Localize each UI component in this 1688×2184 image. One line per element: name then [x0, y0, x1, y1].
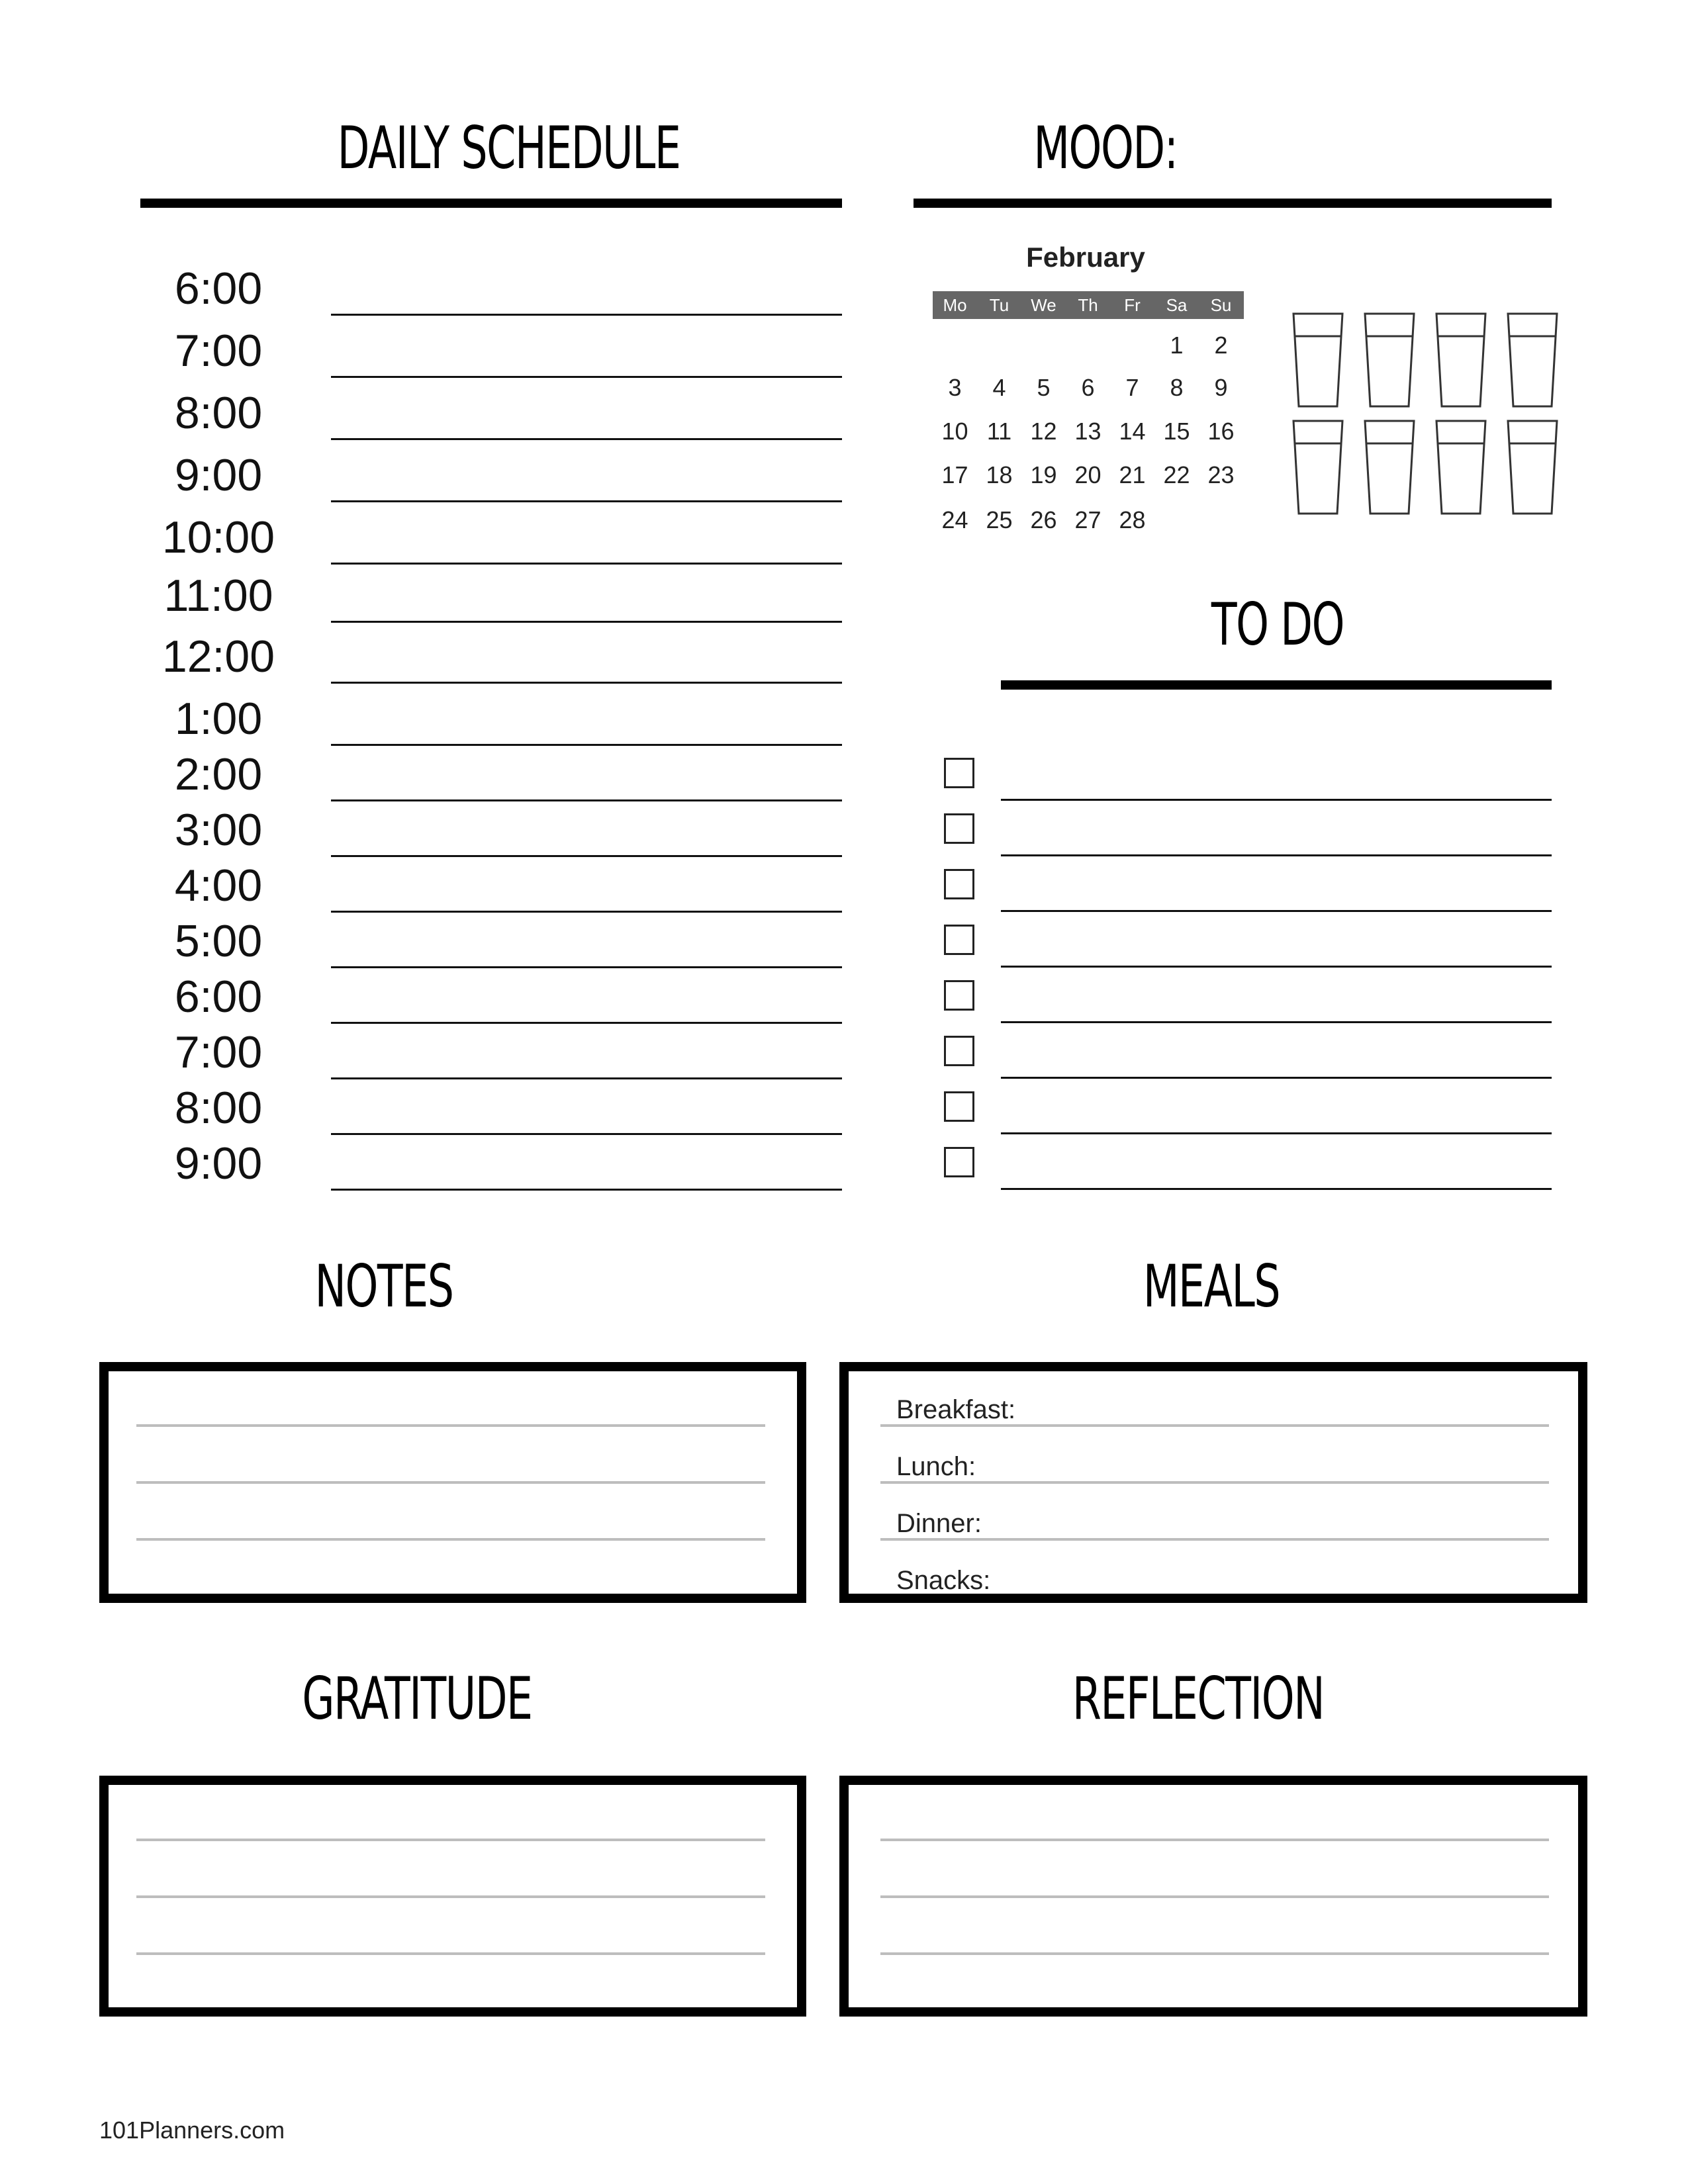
- calendar-day[interactable]: 17: [941, 461, 968, 488]
- water-glass-icon[interactable]: [1362, 418, 1417, 516]
- calendar-day[interactable]: 7: [1125, 374, 1139, 401]
- schedule-time-label: 9:00: [174, 450, 263, 500]
- schedule-time-label: 4:00: [174, 860, 263, 911]
- gratitude-line: [136, 1895, 765, 1898]
- schedule-time-label: 8:00: [174, 1083, 263, 1133]
- calendar-day[interactable]: 12: [1030, 418, 1057, 445]
- dinner-label: Dinner:: [896, 1509, 982, 1538]
- calendar-weekday: Th: [1078, 295, 1098, 315]
- checkbox-icon[interactable]: [944, 925, 974, 955]
- schedule-time-label: 12:00: [162, 631, 275, 682]
- calendar-day[interactable]: 1: [1170, 332, 1184, 359]
- schedule-entry-line[interactable]: [331, 500, 842, 502]
- schedule-entry-line[interactable]: [331, 1077, 842, 1079]
- calendar-weekday: Tu: [989, 295, 1009, 315]
- schedule-time-label: 1:00: [174, 694, 263, 744]
- schedule-entry-line[interactable]: [331, 563, 842, 565]
- calendar-day[interactable]: 10: [941, 418, 968, 445]
- todo-entry-line[interactable]: [1001, 854, 1552, 856]
- calendar-day[interactable]: 2: [1214, 332, 1228, 359]
- water-glass-icon[interactable]: [1291, 311, 1345, 409]
- water-glass-icon[interactable]: [1434, 311, 1488, 409]
- todo-entry-line[interactable]: [1001, 910, 1552, 912]
- calendar-day[interactable]: 15: [1163, 418, 1190, 445]
- calendar-day[interactable]: 13: [1074, 418, 1102, 445]
- calendar-day[interactable]: 16: [1207, 418, 1235, 445]
- checkbox-icon[interactable]: [944, 1147, 974, 1177]
- notes-line: [136, 1481, 765, 1484]
- checkbox-icon[interactable]: [944, 1036, 974, 1066]
- checkbox-icon[interactable]: [944, 869, 974, 899]
- todo-entry-line[interactable]: [1001, 966, 1552, 968]
- schedule-time-label: 10:00: [162, 512, 275, 563]
- gratitude-heading: GRATITUDE: [302, 1664, 532, 1733]
- breakfast-label: Breakfast:: [896, 1395, 1016, 1424]
- calendar-day[interactable]: 8: [1170, 374, 1184, 401]
- schedule-time-label: 9:00: [174, 1138, 263, 1189]
- water-glass-icon[interactable]: [1362, 311, 1417, 409]
- water-glass-icon[interactable]: [1505, 311, 1560, 409]
- checkbox-icon[interactable]: [944, 758, 974, 788]
- todo-entry-line[interactable]: [1001, 1077, 1552, 1079]
- calendar-day[interactable]: 9: [1214, 374, 1228, 401]
- calendar-day[interactable]: 4: [992, 374, 1006, 401]
- calendar-day[interactable]: 27: [1074, 506, 1102, 533]
- calendar-day[interactable]: 18: [986, 461, 1013, 488]
- schedule-time-label: 2:00: [174, 749, 263, 799]
- water-glass-icon[interactable]: [1505, 418, 1560, 516]
- calendar-weekday: Sa: [1166, 295, 1188, 315]
- breakfast-line[interactable]: [880, 1424, 1549, 1427]
- calendar-weekday: Fr: [1124, 295, 1141, 315]
- calendar-day[interactable]: 23: [1207, 461, 1235, 488]
- schedule-entry-line[interactable]: [331, 966, 842, 968]
- todo-entry-line[interactable]: [1001, 1188, 1552, 1190]
- calendar-day[interactable]: 3: [948, 374, 962, 401]
- reflection-line: [880, 1952, 1549, 1955]
- schedule-time-label: 7:00: [174, 1027, 263, 1077]
- gratitude-line: [136, 1952, 765, 1955]
- calendar-day[interactable]: 6: [1081, 374, 1095, 401]
- schedule-entry-line[interactable]: [331, 1189, 842, 1191]
- calendar-weekday: Mo: [943, 295, 967, 315]
- schedule-entry-line[interactable]: [331, 438, 842, 440]
- calendar-day[interactable]: 28: [1119, 506, 1146, 533]
- schedule-entry-line[interactable]: [331, 1022, 842, 1024]
- schedule-time-label: 5:00: [174, 916, 263, 966]
- calendar-day[interactable]: 14: [1119, 418, 1146, 445]
- calendar-day[interactable]: 5: [1037, 374, 1051, 401]
- calendar-day[interactable]: 25: [986, 506, 1013, 533]
- calendar-weekday: We: [1031, 295, 1056, 315]
- todo-heading: TO DO: [1211, 590, 1344, 659]
- meals-heading: MEALS: [1143, 1252, 1280, 1320]
- todo-rule: [1001, 680, 1552, 690]
- checkbox-icon[interactable]: [944, 980, 974, 1011]
- calendar-day[interactable]: 19: [1030, 461, 1057, 488]
- schedule-entry-line[interactable]: [331, 314, 842, 316]
- calendar-day[interactable]: 11: [986, 418, 1012, 445]
- water-glass-icon[interactable]: [1434, 418, 1488, 516]
- mood-heading: MOOD:: [1033, 114, 1178, 182]
- notes-heading: NOTES: [314, 1252, 453, 1320]
- notes-line: [136, 1538, 765, 1541]
- todo-entry-line[interactable]: [1001, 1021, 1552, 1023]
- lunch-label: Lunch:: [896, 1452, 976, 1481]
- schedule-entry-line[interactable]: [331, 1133, 842, 1135]
- snacks-label: Snacks:: [896, 1566, 991, 1595]
- checkbox-icon[interactable]: [944, 813, 974, 844]
- footer-brand: 101Planners.com: [99, 2116, 285, 2144]
- todo-entry-line[interactable]: [1001, 799, 1552, 801]
- calendar-day[interactable]: 22: [1163, 461, 1190, 488]
- schedule-time-label: 6:00: [174, 263, 263, 314]
- schedule-entry-line[interactable]: [331, 744, 842, 746]
- notes-line: [136, 1424, 765, 1427]
- todo-entry-line[interactable]: [1001, 1132, 1552, 1134]
- schedule-entry-line[interactable]: [331, 376, 842, 378]
- schedule-time-label: 6:00: [174, 972, 263, 1022]
- calendar-weekday: Su: [1210, 295, 1232, 315]
- water-glass-icon[interactable]: [1291, 418, 1345, 516]
- schedule-entry-line[interactable]: [331, 799, 842, 801]
- calendar-day[interactable]: 24: [941, 506, 968, 533]
- calendar-month: February: [1026, 242, 1145, 273]
- calendar-day[interactable]: 20: [1074, 461, 1102, 488]
- mood-rule: [914, 199, 1552, 208]
- lunch-line[interactable]: [880, 1481, 1549, 1484]
- schedule-time-label: 3:00: [174, 805, 263, 855]
- calendar-day[interactable]: 21: [1119, 461, 1146, 488]
- schedule-entry-line[interactable]: [331, 682, 842, 684]
- daily-schedule-rule: [140, 199, 842, 208]
- schedule-entry-line[interactable]: [331, 621, 842, 623]
- daily-schedule-heading: DAILY SCHEDULE: [337, 114, 680, 182]
- checkbox-icon[interactable]: [944, 1091, 974, 1122]
- dinner-line[interactable]: [880, 1538, 1549, 1541]
- reflection-line: [880, 1895, 1549, 1898]
- reflection-heading: REFLECTION: [1072, 1664, 1325, 1733]
- calendar-weekday-header: [933, 291, 1244, 319]
- schedule-entry-line[interactable]: [331, 911, 842, 913]
- schedule-time-label: 7:00: [174, 326, 263, 376]
- calendar-day[interactable]: 26: [1030, 506, 1057, 533]
- schedule-time-label: 8:00: [174, 388, 263, 438]
- schedule-entry-line[interactable]: [331, 855, 842, 857]
- schedule-time-label: 11:00: [164, 570, 273, 621]
- reflection-line: [880, 1839, 1549, 1841]
- gratitude-line: [136, 1839, 765, 1841]
